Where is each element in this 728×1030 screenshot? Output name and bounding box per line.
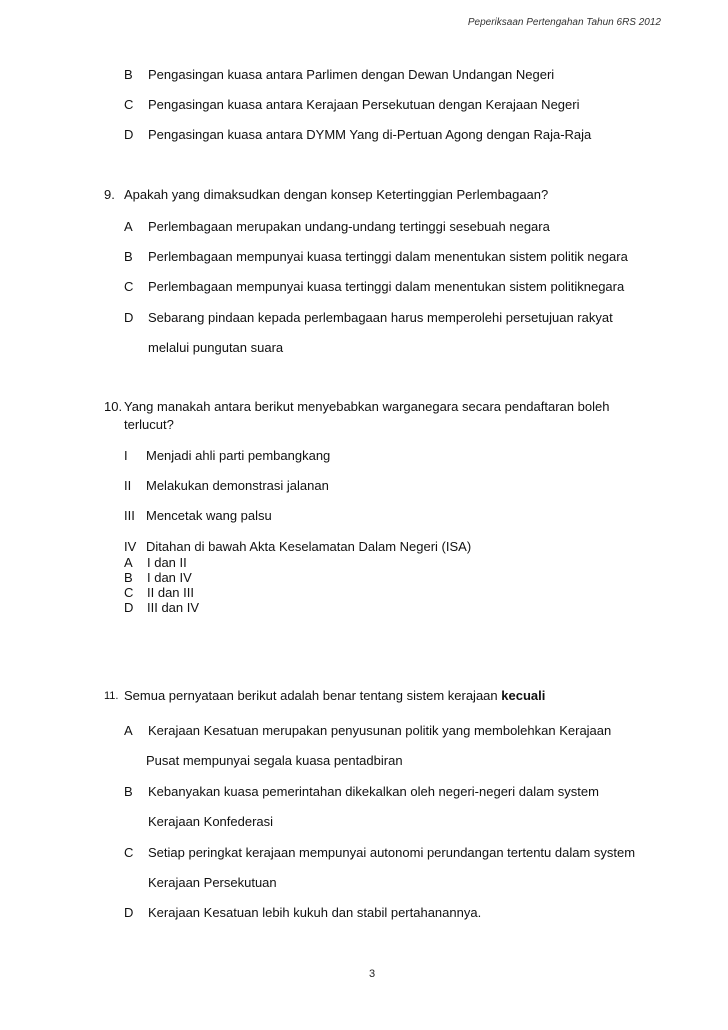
option-letter: C: [124, 279, 134, 294]
question-emphasis: kecuali: [501, 688, 546, 703]
option-text: Pengasingan kuasa antara Kerajaan Persekutuan dengan Kerajaan Negeri: [148, 97, 580, 112]
option-text: Setiap peringkat kerajaan mempunyai autonomi perundangan tertentu dalam system: [148, 845, 636, 860]
option-text: II dan III: [147, 585, 194, 600]
page-number: 3: [369, 968, 376, 980]
option-letter: B: [124, 67, 133, 82]
option-letter: C: [124, 585, 134, 600]
question-text: Apakah yang dimaksudkan dengan konsep Ketertinggian Perlembagaan?: [124, 187, 549, 202]
option-text: Kerajaan Kesatuan merupakan penyusunan politik yang membolehkan Kerajaan: [148, 723, 612, 738]
option-letter: D: [124, 600, 134, 615]
option-text: I dan II: [147, 555, 187, 570]
option-letter: D: [124, 127, 134, 142]
statement-text: Melakukan demonstrasi jalanan: [146, 478, 329, 493]
option-letter: B: [124, 570, 133, 585]
option-text: Perlembagaan merupakan undang-undang tertinggi sesebuah negara: [148, 219, 550, 234]
option-letter: C: [124, 845, 134, 860]
running-header: Peperiksaan Pertengahan Tahun 6RS 2012: [467, 17, 661, 28]
statement-numeral: III: [124, 508, 135, 523]
question-number: 11.: [104, 690, 119, 702]
option-text: III dan IV: [147, 600, 200, 615]
question-text: [124, 688, 545, 704]
option-text: Pengasingan kuasa antara DYMM Yang di-Pertuan Agong dengan Raja-Raja: [148, 127, 592, 142]
question-number: 9.: [104, 187, 115, 202]
option-text-continuation: melalui pungutan suara: [148, 340, 284, 355]
option-text: Sebarang pindaan kepada perlembagaan harus memperolehi persetujuan rakyat: [148, 310, 613, 325]
option-letter: B: [124, 784, 133, 799]
option-letter: C: [124, 97, 134, 112]
option-text: Pengasingan kuasa antara Parlimen dengan Dewan Undangan Negeri: [148, 67, 555, 82]
option-text: Kebanyakan kuasa pemerintahan dikekalkan oleh negeri-negeri dalam system: [148, 784, 599, 799]
question-text: Yang manakah antara berikut menyebabkan warganegara secara pendaftaran boleh: [124, 399, 610, 414]
option-letter: A: [124, 555, 133, 570]
statement-numeral: I: [124, 448, 128, 463]
question-text-continuation: terlucut?: [124, 417, 174, 432]
option-text: Kerajaan Kesatuan lebih kukuh dan stabil pertahanannya.: [148, 905, 482, 920]
question-number: 10.: [104, 399, 123, 414]
option-letter: A: [124, 723, 133, 738]
option-text: Perlembagaan mempunyai kuasa tertinggi dalam menentukan sistem politik negara: [148, 249, 628, 264]
option-text-continuation: Pusat mempunyai segala kuasa pentadbiran: [146, 753, 403, 768]
question-text-main: Semua pernyataan berikut adalah benar tentang sistem kerajaan: [124, 688, 502, 703]
option-letter: D: [124, 905, 134, 920]
option-letter: A: [124, 219, 133, 234]
option-text-continuation: Kerajaan Konfederasi: [148, 814, 274, 829]
option-text: Perlembagaan mempunyai kuasa tertinggi dalam menentukan sistem politiknegara: [148, 279, 625, 294]
option-letter: B: [124, 249, 133, 264]
option-text-continuation: Kerajaan Persekutuan: [148, 875, 277, 890]
statement-text: Ditahan di bawah Akta Keselamatan Dalam Negeri (ISA): [146, 539, 472, 554]
statement-numeral: IV: [124, 539, 137, 554]
statement-numeral: II: [124, 478, 132, 493]
option-text: I dan IV: [147, 570, 192, 585]
statement-text: Menjadi ahli parti pembangkang: [146, 448, 331, 463]
statement-text: Mencetak wang palsu: [146, 508, 272, 523]
option-letter: D: [124, 310, 134, 325]
